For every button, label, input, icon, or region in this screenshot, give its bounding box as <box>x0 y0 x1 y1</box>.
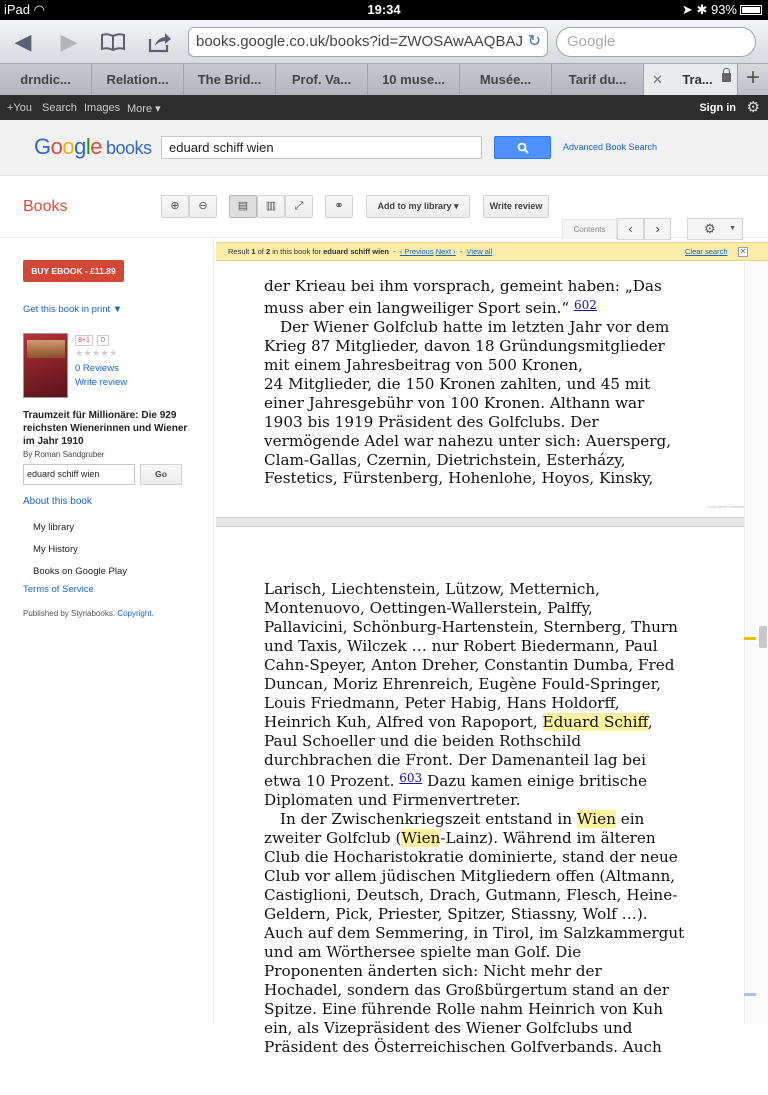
zoom-out-icon[interactable]: ⊖ <box>189 195 217 218</box>
text-line: Präsident des Österreichischen Golfverbands. Auch <box>264 1037 662 1056</box>
text-line: Heinrich Kuh, Alfred von Rapoport, Eduard Schiff, <box>264 712 653 731</box>
text-line: Cahn-Speyer, Anton Dreher, Constantin Dumba, Fred <box>264 655 675 674</box>
link-icon[interactable]: ⚭ <box>325 195 353 218</box>
page-separator <box>216 517 744 527</box>
text-line: 1903 bis 1919 Präsident des Golfclubs. Der <box>264 412 599 431</box>
url-text: books.google.co.uk/books?id=ZWOSAwAAQBAJ <box>196 33 523 50</box>
text-line: Club vor allem jüdischen Mitgliedern offen (Altmann, <box>264 867 676 886</box>
two-page-icon[interactable]: ▥ <box>257 195 285 218</box>
book-page <box>216 527 744 1056</box>
status-right <box>682 2 762 18</box>
bluetooth-icon: ✱ <box>696 2 708 17</box>
next-page-icon[interactable]: › <box>644 218 671 240</box>
search-button[interactable] <box>494 136 551 159</box>
text-line: und am Wörthersee spielte man Golf. Die <box>264 943 582 962</box>
clear-search-link[interactable]: Clear search <box>685 247 728 256</box>
text-line: Hochadel, sondern das Großbürgertum stand an der <box>264 980 670 999</box>
search-highlight: Wien <box>576 810 616 829</box>
prev-page-icon[interactable]: ‹ <box>617 218 644 240</box>
text-line: Spitze. Eine führende Rolle nahm Heinrich von Kuh <box>264 999 663 1018</box>
reload-icon[interactable]: ↻ <box>527 33 541 50</box>
chevron-down-icon: ▾ <box>454 201 459 211</box>
wifi-icon: ◠ <box>33 2 45 17</box>
gear-icon[interactable]: ⚙ <box>746 99 760 116</box>
google-bar <box>0 95 768 120</box>
text-line: Larisch, Liechtenstein, Lützow, Metternich, <box>264 579 600 598</box>
fullscreen-icon[interactable]: ⤢ <box>285 195 313 218</box>
browser-tab[interactable]: The Brid... <box>184 64 276 95</box>
text-line: Geldern, Pick, Priester, Spitzer, Stiassny, Wolf …). <box>264 905 648 924</box>
browser-tab[interactable]: 10 muse... <box>368 64 460 95</box>
get-in-print-link[interactable]: Get this book in print ▼ <box>23 304 123 315</box>
books-search-input[interactable]: eduard schiff wien <box>161 136 482 159</box>
status-time: 19:34 <box>367 2 401 17</box>
footnote-link[interactable]: 603 <box>399 771 423 786</box>
reviews-link[interactable]: 0 Reviews <box>75 363 119 374</box>
about-book-link[interactable]: About this book <box>23 496 92 507</box>
search-icon <box>517 142 529 154</box>
terms-link[interactable]: Terms of Service <box>23 584 94 595</box>
browser-tab[interactable]: Relation... <box>92 64 184 95</box>
text-line: Montenuovo, Oettingen-Wallerstein, Palffy, <box>264 598 593 617</box>
book-author: By Roman Sandgruber <box>23 450 105 459</box>
new-tab-button[interactable]: + <box>738 64 768 95</box>
scrollbar-thumb[interactable] <box>759 626 767 648</box>
battery-percent: 93% <box>710 2 737 17</box>
buy-ebook-button[interactable]: BUY EBOOK - £11.89 <box>23 260 124 282</box>
copyright-link[interactable]: Copyright. <box>117 609 154 618</box>
text-line: Paul Schoeller und die beiden Rothschild <box>264 731 582 750</box>
copyright-watermark: Copyrighted material <box>707 504 744 509</box>
text-line: Louis Friedmann, Peter Habig, Hans Holdorff, <box>264 693 620 712</box>
write-review-button[interactable]: Write review <box>483 195 549 218</box>
browser-tab-label: Tra... <box>682 72 713 87</box>
text-line: 24 Mitglieder, die 150 Kronen zahlten, und 45 mit <box>264 374 651 393</box>
publisher-note: Published by Styriabooks. Copyright. <box>23 609 154 618</box>
search-link[interactable]: Search <box>42 102 77 114</box>
text-line: zweiter Golfclub (Wien-Lainz). Während im älteren <box>264 829 656 848</box>
text-line: Clam-Gallas, Czernin, Dietrichstein, Esterházy, <box>264 450 626 469</box>
device-label: iPad ◠ <box>4 2 45 17</box>
book-title: Traumzeit für Millionäre: Die 929 reichsten Wienerinnen und Wiener im Jahr 1910 <box>23 410 188 447</box>
next-result-link[interactable]: Next › <box>435 247 456 256</box>
browser-toolbar <box>0 20 768 64</box>
text-line: der Krieau bei ihm vorsprach, gemeint haben: „Das <box>264 276 662 295</box>
text-line: In der Zwischenkriegszeit entstand in Wien ein <box>280 810 645 829</box>
url-bar[interactable] <box>188 27 548 57</box>
text-line: Duncan, Moriz Ehrenreich, Eugène Fould-Springer, <box>264 674 661 693</box>
more-link[interactable]: More ▾ <box>127 103 161 115</box>
plus-count: 0 <box>97 335 109 346</box>
search-highlight: Wien <box>401 829 441 848</box>
previous-result-link[interactable]: ‹ Previous <box>399 247 434 256</box>
browser-tab-active[interactable] <box>644 64 738 95</box>
back-icon[interactable]: ◀ <box>14 29 32 54</box>
text-line: Proponenten änderten sich: Nicht mehr der <box>264 962 602 981</box>
lock-icon <box>722 73 731 82</box>
text-line: Auch auf dem Semmering, in Tirol, im Salzkammergut <box>264 924 685 943</box>
browser-tab[interactable]: Musée... <box>460 64 552 95</box>
browser-search-input[interactable]: Google <box>556 27 756 57</box>
battery-icon <box>740 5 762 15</box>
page-text <box>264 258 671 526</box>
sign-in-link[interactable]: Sign in <box>699 102 736 114</box>
browser-tab[interactable]: Prof. Va... <box>276 64 368 95</box>
footnote-link[interactable]: 602 <box>573 297 597 312</box>
images-link[interactable]: Images <box>84 102 121 114</box>
rating-stars: ★★★★★ <box>75 348 118 358</box>
sidebar <box>0 238 214 1024</box>
text-line: vermögende Adel war nahezu unter sich: Auersperg, <box>264 431 672 450</box>
browser-tab[interactable]: Tarif du... <box>552 64 644 95</box>
location-icon: ➤ <box>681 2 693 17</box>
status-bar <box>0 0 768 20</box>
text-line: Pallavicini, Schönburg-Hartenstein, Sternberg, Thurn <box>264 617 678 636</box>
search-hit-marker[interactable] <box>744 993 756 996</box>
close-icon[interactable]: ✕ <box>739 247 747 256</box>
viewer-settings-button[interactable] <box>687 218 743 240</box>
browser-tab[interactable]: drndic... <box>0 64 92 95</box>
page-text <box>264 561 684 1095</box>
forward-icon[interactable]: ▶ <box>60 29 78 54</box>
text-line: durchbrachen die Front. Der Damenanteil lag bei <box>264 750 647 769</box>
result-summary: Result 1 of 2 in this book for eduard schiff wien - ‹ Previous Next › - View all <box>228 247 493 256</box>
add-to-library-button[interactable]: Add to my library ▾ <box>366 195 470 218</box>
book-viewer[interactable] <box>216 261 744 1056</box>
books-header <box>0 120 768 176</box>
share-icon[interactable] <box>145 28 175 56</box>
single-page-icon[interactable]: ▤ <box>229 195 257 218</box>
text-line: Castiglioni, Deutsch, Drach, Gutmann, Flesch, Heine- <box>264 886 678 905</box>
view-all-link[interactable]: View all <box>466 247 493 256</box>
book-page <box>216 261 744 519</box>
google-books-logo[interactable]: Google books <box>34 134 152 159</box>
advanced-search-link[interactable]: Advanced Book Search <box>563 142 658 152</box>
google-plus-button[interactable]: 8+1 <box>75 335 93 346</box>
text-line: Krieg 87 Mitglieder, davon 18 Gründungsmitglieder <box>264 336 665 355</box>
contents-button[interactable]: Contents <box>562 219 617 239</box>
text-line: Der Wiener Golfclub hatte im letzten Jahr vor dem <box>280 317 670 336</box>
zoom-in-icon[interactable]: ⊕ <box>161 195 189 218</box>
chevron-down-icon: ▼ <box>729 225 736 232</box>
go-button[interactable]: Go <box>140 464 182 485</box>
in-book-search-input[interactable]: eduard schiff wien <box>23 464 135 485</box>
text-line: etwa 10 Prozent. $^{603}$ Dazu kamen einige britische <box>264 771 648 791</box>
text-line: muss aber ein langweiliger Sport sein.“ $^{602}$ <box>264 297 597 317</box>
text-line: einer Jahresgebühr von 100 Kronen. Althann war <box>264 393 645 412</box>
tab-bar <box>0 64 768 95</box>
write-review-link[interactable]: Write review <box>75 377 128 388</box>
sidebar-item-my-library[interactable]: My library <box>33 522 75 533</box>
bookmarks-icon[interactable] <box>98 28 128 56</box>
text-line: ein, als Vizepräsident des Wiener Golfclubs und <box>264 1018 633 1037</box>
plus-you-link[interactable]: +You <box>7 102 32 114</box>
text-line: Club die Hocharistokratie dominierte, stand der neue <box>264 848 678 867</box>
text-line: mit einem Jahresbeitrag von 500 Kronen, <box>264 355 583 374</box>
search-hit-marker[interactable] <box>744 637 756 640</box>
book-cover[interactable] <box>23 333 68 398</box>
search-highlight: Eduard Schiff <box>542 712 648 731</box>
sidebar-item-google-play[interactable]: Books on Google Play <box>33 566 128 577</box>
books-section-title[interactable]: Books <box>23 198 68 215</box>
text-line: Festetics, Fürstenberg, Hohenlohe, Hoyos, Kinsky, <box>264 469 654 488</box>
gear-icon: ⚙ <box>704 221 716 236</box>
sidebar-item-my-history[interactable]: My History <box>33 544 78 555</box>
close-tab-icon[interactable]: ✕ <box>652 72 663 87</box>
text-line: Diplomaten und Firmenvertreter. <box>264 791 521 810</box>
text-line: und Taxis, Wilczek … nur Robert Biedermann, Paul <box>264 636 658 655</box>
